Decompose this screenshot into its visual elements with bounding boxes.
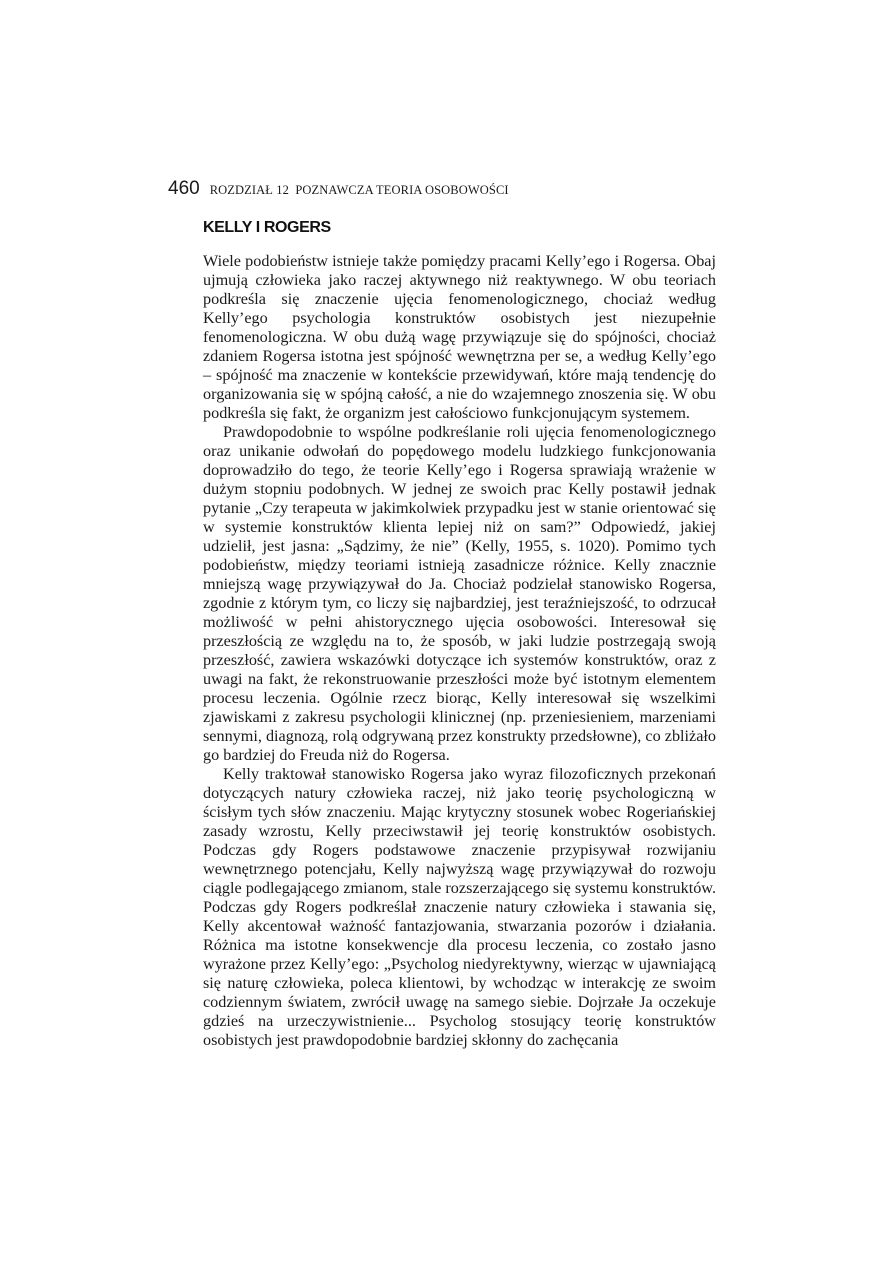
running-head — [168, 178, 728, 200]
section-heading: KELLY I ROGERS — [203, 219, 331, 236]
page-number: 460 — [168, 178, 200, 199]
body-text — [203, 252, 716, 1050]
chapter-label: ROZDZIAŁ 12 POZNAWCZA TEORIA OSOBOWOŚCI — [209, 183, 509, 197]
paragraph: Wiele podobieństw istnieje także pomiędzy pracami Kelly’ego i Rogersa. Obaj ujmują człowieka jako raczej aktywnego niż reaktywnego. W obu teoriach podkreśla się znaczenie ujęcia fenomenologicznego, chociaż według Kelly’ego psychologia konstruktów osobistych jest niezupełnie fenomenologiczna. W obu dużą wagę przywiązuje się do spójności, chociaż zdaniem Rogersa istotna jest spójność wewnętrzna per se, a według Kelly’ego – spójność ma znaczenie w kontekście przewidywań, które mają tendencję do organizowania się w spójną całość, a nie do wzajemnego znoszenia się. W obu podkreśla się fakt, że organizm jest całościowo funkcjonującym systemem. — [203, 252, 716, 422]
paragraph: Kelly traktował stanowisko Rogersa jako wyraz filozoficznych przekonań dotyczących natury człowieka raczej, niż jako teorię psychologiczną w ścisłym tych słów znaczeniu. Mając krytyczny stosunek wobec Rogeriańskiej zasady wzrostu, Kelly przeciwstawił jej teorię konstruktów osobistych. Podczas gdy Rogers podstawowe znaczenie przypisywał rozwijaniu wewnętrznego potencjału, Kelly najwyższą wagę przywiązywał do rozwoju ciągle podlegającego zmianom, stale rozszerzającego się systemu konstruktów. Podczas gdy Rogers podkreślał znaczenie natury człowieka i stawania się, Kelly akcentował ważność fantazjowania, stwarzania pozorów i działania. Różnica ma istotne konsekwencje dla procesu leczenia, co zostało jasno wyrażone przez Kelly’ego: „Psycholog niedyrektywny, wierząc w ujawniającą się naturę człowieka, poleca klientowi, by wchodząc w interakcję ze swoim codziennym światem, zwrócił uwagę na samego siebie. Dojrzałe Ja oczekuje gdzieś na urzeczywistnienie... Psycholog stosujący teorię konstruktów osobistych jest prawdopodobnie bardziej skłonny do zachęcania — [203, 765, 716, 1049]
paragraph: Prawdopodobnie to wspólne podkreślanie roli ujęcia fenomenologicznego oraz unikanie odwołań do popędowego modelu ludzkiego funkcjonowania doprowadziło do tego, że teorie Kelly’ego i Rogersa sprawiają wrażenie w dużym stopniu podobnych. W jednej ze swoich prac Kelly postawił jednak pytanie „Czy terapeuta w jakimkolwiek przypadku jest w stanie orientować się w systemie konstruktów klienta lepiej niż on sam?” Odpowiedź, jakiej udzielił, jest jasna: „Sądzimy, że nie” (Kelly, 1955, s. 1020). Pomimo tych podobieństw, między teoriami istnieją zasadnicze różnice. Kelly znacznie mniejszą wagę przywiązywał do Ja. Chociaż podzielał stanowisko Rogersa, zgodnie z którym tym, co liczy się najbardziej, jest teraźniejszość, to odrzucał możliwość w pełni ahistorycznego ujęcia osobowości. Interesował się przeszłością ze względu na to, że sposób, w jaki ludzie postrzegają swoją przeszłość, zawiera wskazówki dotyczące ich systemów konstruktów, oraz z uwagi na fakt, że rekonstruowanie przeszłości może być istotnym elementem procesu leczenia. Ogólnie rzecz biorąc, Kelly interesował się wszelkimi zjawiskami z zakresu psychologii klinicznej (np. przeniesieniem, marzeniami sennymi, diagnozą, rolą odgrywaną przez konstrukty przedsłowne), co zbliżało go bardziej do Freuda niż do Rogersa. — [203, 423, 716, 764]
